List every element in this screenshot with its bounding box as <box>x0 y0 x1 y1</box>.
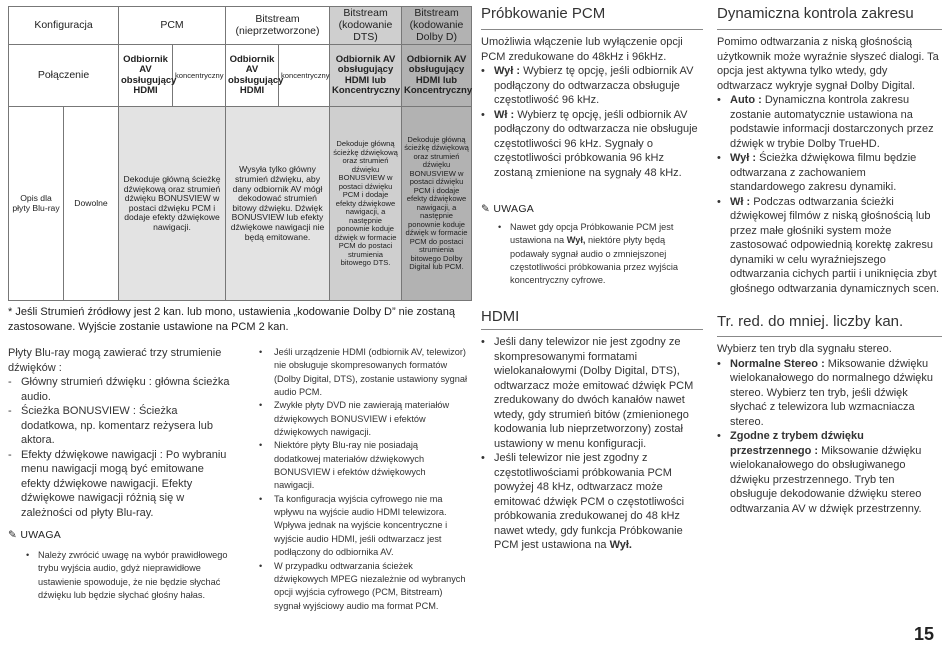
desc-dts: Dekoduje główną ścieżkę dźwiękową oraz strumień dźwięku BONUSVIEW w postaci dźwięku PCM i dodaje efekty dźwiękowe nawigacji, a następnie ponownie koduje dźwięk w formacie PCM do postaci strumienia bitowego DTS. <box>330 107 402 301</box>
row-label-dowolne: Dowolne <box>64 107 119 301</box>
hdmi-item: • Jeśli dany telewizor nie jest zgodny ze skompresowanymi formatami wielokanałowymi (Dolby Digital, DTS), odtwarzacz może emitować dźwięk PCM zredukowany do dwóch kanałów nawet wtedy, gdy strumień bitów (zmienionego kodowania lub nieprzetworzony) został ustawiony w menu konfiguracji. <box>481 336 694 450</box>
caution-list-left <box>26 549 236 602</box>
caution-heading-pcm: ✎ UWAGA <box>481 203 535 215</box>
note-item: • Jeśli urządzenie HDMI (odbiornik AV, telewizor) nie obsługuje skompresowanych formatów (Dolby Digital, DTS), zostanie ustawiony sygnał audio PCM. <box>259 347 468 398</box>
stream-item: - Główny strumień dźwięku : główna ścieżka audio. <box>8 376 230 403</box>
header-bitstream-dolby: Bitstream (kodowanie Dolby D) <box>402 7 472 45</box>
note-item: • W przypadku odtwarzania ścieżek dźwiękowych MPEG niezależnie od wybranych opcji wyjścia cyfrowego (PCM, Bitstream) sygnał wyjściowy audio ma format PCM. <box>259 560 466 611</box>
drc-intro: Pomimo odtwarzania z niską głośnością użytkownik może wyraźnie słyszeć dialogi. Ta opcja jest aktywna tylko wtedy, gdy odtwarzacz wykryje sygnał Dolby Digital. <box>717 36 939 92</box>
downmix-option-item: • Normalne Stereo : Miksowanie dźwięku wielokanałowego do normalnego dźwięku stereo. Wybierz ten tryb, jeśli dźwięk słychać z telewizora lub wzmacniacza stereo. <box>717 357 934 428</box>
caution-heading-left: ✎ UWAGA <box>8 529 62 541</box>
header-konfiguracja: Konfiguracja <box>9 7 119 45</box>
divider <box>717 336 942 337</box>
divider <box>481 29 703 30</box>
conn-bitstream-coax: koncentryczny <box>279 45 330 107</box>
section-title-downmix: Tr. red. do mniej. liczby kan. <box>717 313 904 330</box>
header-connection: Połączenie <box>9 45 119 107</box>
section-title-pcm: Próbkowanie PCM <box>481 5 606 22</box>
caution-item: • Nawet gdy opcja Próbkowanie PCM jest ustawiona na Wył, niektóre płyty będą podawały sygnał audio o zmniejszonej częstotliwości próbkowania przez wyjścia koncentryczny cyfrowe. <box>498 222 678 286</box>
conn-pcm-hdmi: Odbiornik AV obsługujący HDMI <box>119 45 173 107</box>
caution-item: • Należy zwrócić uwagę na wybór prawidłowego trybu wyjścia audio, gdyż nieprawidłowe ustawienie spowoduje, że nie będzie słychać dźwięku lub będzie słychać głośny hałas. <box>26 550 228 601</box>
note-item: • Niektóre płyty Blu-ray nie posiadają dodatkowej materiałów dźwiękowych BONUSVIEW i efektów dźwiękowych nawigacji. <box>259 440 426 491</box>
section-title-drc: Dynamiczna kontrola zakresu <box>717 5 914 22</box>
conn-dts: Odbiornik AV obsługujący HDMI lub Koncentryczny <box>330 45 402 107</box>
section-title-hdmi: HDMI <box>481 308 520 325</box>
desc-dolby: Dekoduje główną ścieżkę dźwiękową oraz strumień dźwięku BONUSVIEW w postaci dźwięku PCM i dodaje efekty dźwiękowe nawigacji, a następnie ponownie koduje dźwięk w formacie PCM do postaci strumienia bitowego Dolby Digital lub PCM. <box>402 107 472 301</box>
desc-pcm: Dekoduje główną ścieżkę dźwiękową oraz strumień dźwięku BONUSVIEW w postaci dźwięku PCM i dodaje efekty dźwiękowe nawigacji. <box>119 107 226 301</box>
stream-item: - Ścieżka BONUSVIEW : Ścieżka dodatkowa, np. komentarz reżysera lub aktora. <box>8 405 213 447</box>
note-pencil-icon: ✎ <box>8 529 18 541</box>
page-number: 15 <box>914 624 935 644</box>
desc-bitstream: Wysyła tylko główny strumień dźwięku, aby dany odbiornik AV mógł dekodować strumień bitowy dźwięku. Dźwięk BONUSVIEW lub efekty dźwiękowe nawigacji nie będą emitowane. <box>226 107 330 301</box>
middle-notes <box>259 346 467 613</box>
downmix-option-item: • Zgodne z trybem dźwięku przestrzennego : Miksowanie dźwięku wielokanałowego do obsługiwanego dźwięku przestrzennego. Tryb ten obsługuje dekodowanie dźwięku stereo odtwarzania AV w dźwięk przestrzenny. <box>717 430 922 515</box>
hdmi-item: • Jeśli telewizor nie jest zgodny z częstotliwościami próbkowania PCM powyżej 48 kHz, odtwarzacz może emitować dźwięk PCM o częstotliwości próbkowania zredukowanej do 48 kHz nawet wtedy, gdy funkcja Próbkowanie PCM jest ustawiona na Wył. <box>481 452 685 552</box>
header-bitstream-unprocessed: Bitstream (nieprzetworzone) <box>226 7 330 45</box>
drc-option-item: • Auto : Dynamiczna kontrola zakresu zostanie automatycznie ustawiona na podstawie informacji dostarczonych przez dźwięk w trybie Dolby TrueHD. <box>717 94 934 150</box>
footnote: * Jeśli Strumień źródłowy jest 2 kan. lub mono, ustawienia „kodowanie Dolby D” nie zostaną zastosowane. Wyjście zostanie ustawione na PCM 2 kan. <box>8 306 455 333</box>
note-pencil-icon: ✎ <box>481 203 491 215</box>
conn-dolby: Odbiornik AV obsługujący HDMI lub Koncentryczny <box>402 45 472 107</box>
streams-intro: Płyty Blu-ray mogą zawierać trzy strumienie dźwięków : <box>8 347 222 374</box>
conn-bitstream-hdmi: Odbiornik AV obsługujący HDMI <box>226 45 279 107</box>
divider <box>717 29 942 30</box>
drc-section-body <box>717 35 942 296</box>
drc-option-item: • Wył : Ścieżka dźwiękowa filmu będzie odtwarzana z zachowaniem standardowego zakresu dynamiki. <box>717 152 917 194</box>
downmix-intro: Wybierz ten tryb dla sygnału stereo. <box>717 343 892 355</box>
audio-config-table <box>8 6 472 301</box>
streams-intro-block <box>8 346 233 520</box>
drc-option-item: • Wł : Podczas odtwarzania ścieżki dźwiękowej filmów z niską głośnością lub przez małe głośniki system może zastosować odpowiednią korektę zakresu dynamiki w celu wyraźniejszego odtwarzania cichych partii i uniknięcia zbyt głośnego odtwarzania dynamicznych scen. <box>717 195 940 295</box>
note-item: • Zwykłe płyty DVD nie zawierają materiałów dźwiękowych BONUSVIEW i efektów dźwiękowych nawigacji. <box>259 400 450 438</box>
stream-item: - Efekty dźwiękowe nawigacji : Po wybraniu menu nawigacji mogą być emitowane efekty dźwiękowe nawigacji. Efekty dźwiękowe nawigacji różnią się w zależności od płyty Blu-ray. <box>8 448 227 519</box>
divider <box>481 329 703 330</box>
caution-pcm <box>498 221 704 288</box>
conn-pcm-coax: koncentryczny <box>173 45 226 107</box>
row-label-bluray: Opis dla płyty Blu-ray <box>9 107 64 301</box>
downmix-section-body <box>717 342 942 516</box>
note-item: • Ta konfiguracja wyjścia cyfrowego nie ma wpływu na wyjście audio HDMI telewizora. Wpływa jednak na wyjście koncentryczne i wyjście audio HDMI, jeśli odtwarzacz jest podłączony do odbiornika AV. <box>259 493 448 558</box>
pcm-intro: Umożliwia włączenie lub wyłączenie opcji PCM zredukowane do 48kHz i 96kHz. <box>481 36 683 63</box>
pcm-option-item: • Wł : Wybierz tę opcję, jeśli odbiornik AV podłączony do odtwarzacza nie obsługuje częstotliwości 96 kHz. Sygnały o częstotliwości próbkowania 96 kHz zostaną zmienione na sygnały 48 kHz. <box>481 108 698 179</box>
header-bitstream-dts: Bitstream (kodowanie DTS) <box>330 7 402 45</box>
header-pcm: PCM <box>119 7 226 45</box>
pcm-section-body <box>481 35 703 180</box>
hdmi-section-body <box>481 335 703 553</box>
pcm-option-item: • Wył : Wybierz tę opcję, jeśli odbiornik AV podłączony do odtwarzacza obsługuje częstotliwość 96 kHz. <box>481 65 694 107</box>
